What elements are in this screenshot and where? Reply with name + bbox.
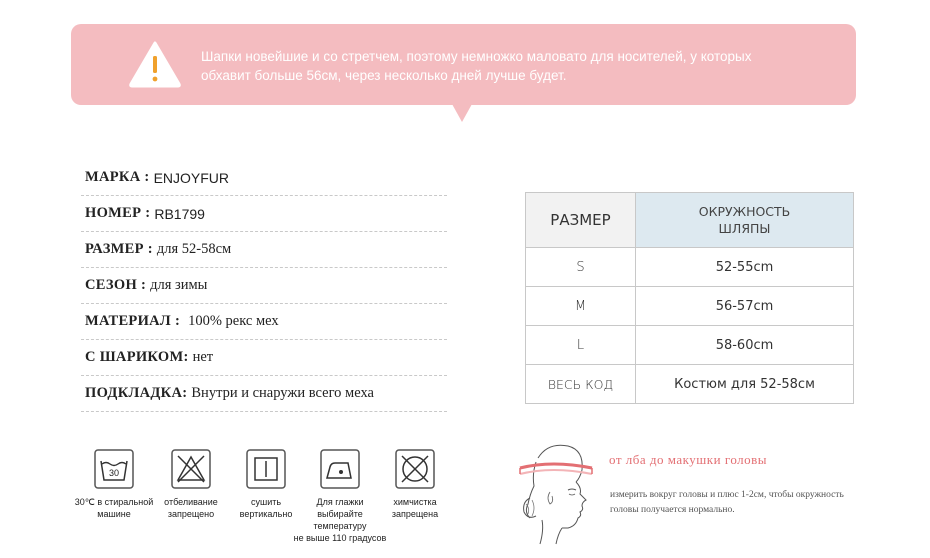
care-label-line: машине (97, 509, 131, 519)
circumference-cell: 58-60cm (636, 326, 854, 365)
care-label-line: химчистка (393, 497, 437, 507)
spec-row-brand (81, 160, 447, 196)
notice-text (201, 47, 841, 85)
spec-value: Внутри и снаружи всего меха (191, 385, 374, 401)
size-row-s (526, 248, 854, 287)
size-table (525, 192, 854, 404)
circumference-header (636, 193, 854, 248)
circumference-cell: 52-55cm (636, 248, 854, 287)
care-label (224, 496, 308, 520)
head-measure-illustration (516, 438, 596, 546)
no-dry-clean-icon (395, 449, 435, 489)
size-row-m (526, 287, 854, 326)
spec-row-lining (81, 376, 447, 412)
notice-line-1: Шапки новейшие и со стретчем, поэтому немножко маловато для носителей, у которых (201, 49, 752, 64)
measure-description (610, 488, 875, 518)
spec-label: МАРКА : (85, 169, 150, 185)
wash-30-icon (94, 449, 134, 489)
notice-tail (452, 104, 472, 122)
circumference-cell: Костюм для 52-58см (636, 365, 854, 404)
size-cell: S (526, 248, 636, 287)
care-label-line: температуру (313, 521, 367, 531)
size-header: РАЗМЕР (526, 193, 636, 248)
spec-row-size (81, 232, 447, 268)
spec-value: 100% рекс мех (188, 313, 279, 329)
spec-value: для 52-58см (156, 241, 232, 257)
spec-label: РАЗМЕР : (85, 241, 153, 257)
spec-row-number (81, 196, 447, 232)
care-wash (72, 449, 156, 520)
care-label-line: запрещено (167, 509, 215, 519)
size-cell: L (526, 326, 636, 365)
warning-triangle-icon (128, 40, 182, 88)
spec-row-season (81, 268, 447, 304)
care-label-line: Для глажки (316, 497, 364, 507)
care-label-line: 30℃ в стиральной (74, 497, 154, 507)
spec-value: RB1799 (154, 205, 205, 222)
care-bleach (149, 449, 233, 520)
care-label (149, 496, 233, 520)
spec-row-material (81, 304, 447, 340)
care-label-line: запрещена (391, 509, 439, 519)
spec-label: С ШАРИКОМ: (85, 349, 189, 365)
circumference-header-line-2: ШЛЯПЫ (718, 221, 771, 236)
care-label-line: вертикально (239, 509, 293, 519)
care-label (373, 496, 457, 520)
circumference-header-line-1: ОКРУЖНОСТЬ (698, 204, 791, 219)
measure-description-line-1: измерить вокруг головы и плюс 1-2см, чтобы окружность (610, 490, 844, 500)
spec-row-pompom (81, 340, 447, 376)
size-cell: ВЕСЬ КОД (526, 365, 636, 404)
size-cell: M (526, 287, 636, 326)
care-label (293, 496, 387, 544)
spec-label: МАТЕРИАЛ : (85, 313, 181, 329)
measure-description-line-2: головы получается нормально. (610, 505, 735, 515)
spec-label: СЕЗОН : (85, 277, 147, 293)
spec-list (81, 160, 447, 412)
wash-temperature: 30 (108, 468, 120, 478)
spec-value: нет (192, 349, 214, 365)
notice-line-2: обхавит больше 56см, через несколько дней лучше будет. (201, 68, 567, 83)
spec-value: ENJOYFUR (153, 169, 230, 186)
care-label-line: не выше 110 градусов (293, 533, 387, 543)
care-label-line: отбеливание (164, 497, 218, 507)
care-label-line: сушить (250, 497, 282, 507)
spec-value: для зимы (150, 277, 208, 293)
care-label-line: выбирайте (317, 509, 363, 519)
iron-low-icon (320, 449, 360, 489)
care-dry-clean (373, 449, 457, 520)
size-row-l (526, 326, 854, 365)
dry-vertical-icon (246, 449, 286, 489)
no-bleach-icon (171, 449, 211, 489)
care-iron (293, 449, 387, 544)
circumference-cell: 56-57cm (636, 287, 854, 326)
size-row-all (526, 365, 854, 404)
spec-label: ПОДКЛАДКА: (85, 385, 188, 401)
size-table-header (526, 193, 854, 248)
measure-title: от лба до макушки головы (609, 452, 768, 467)
care-dry (224, 449, 308, 520)
care-label (72, 496, 156, 520)
spec-label: НОМЕР : (85, 205, 151, 221)
